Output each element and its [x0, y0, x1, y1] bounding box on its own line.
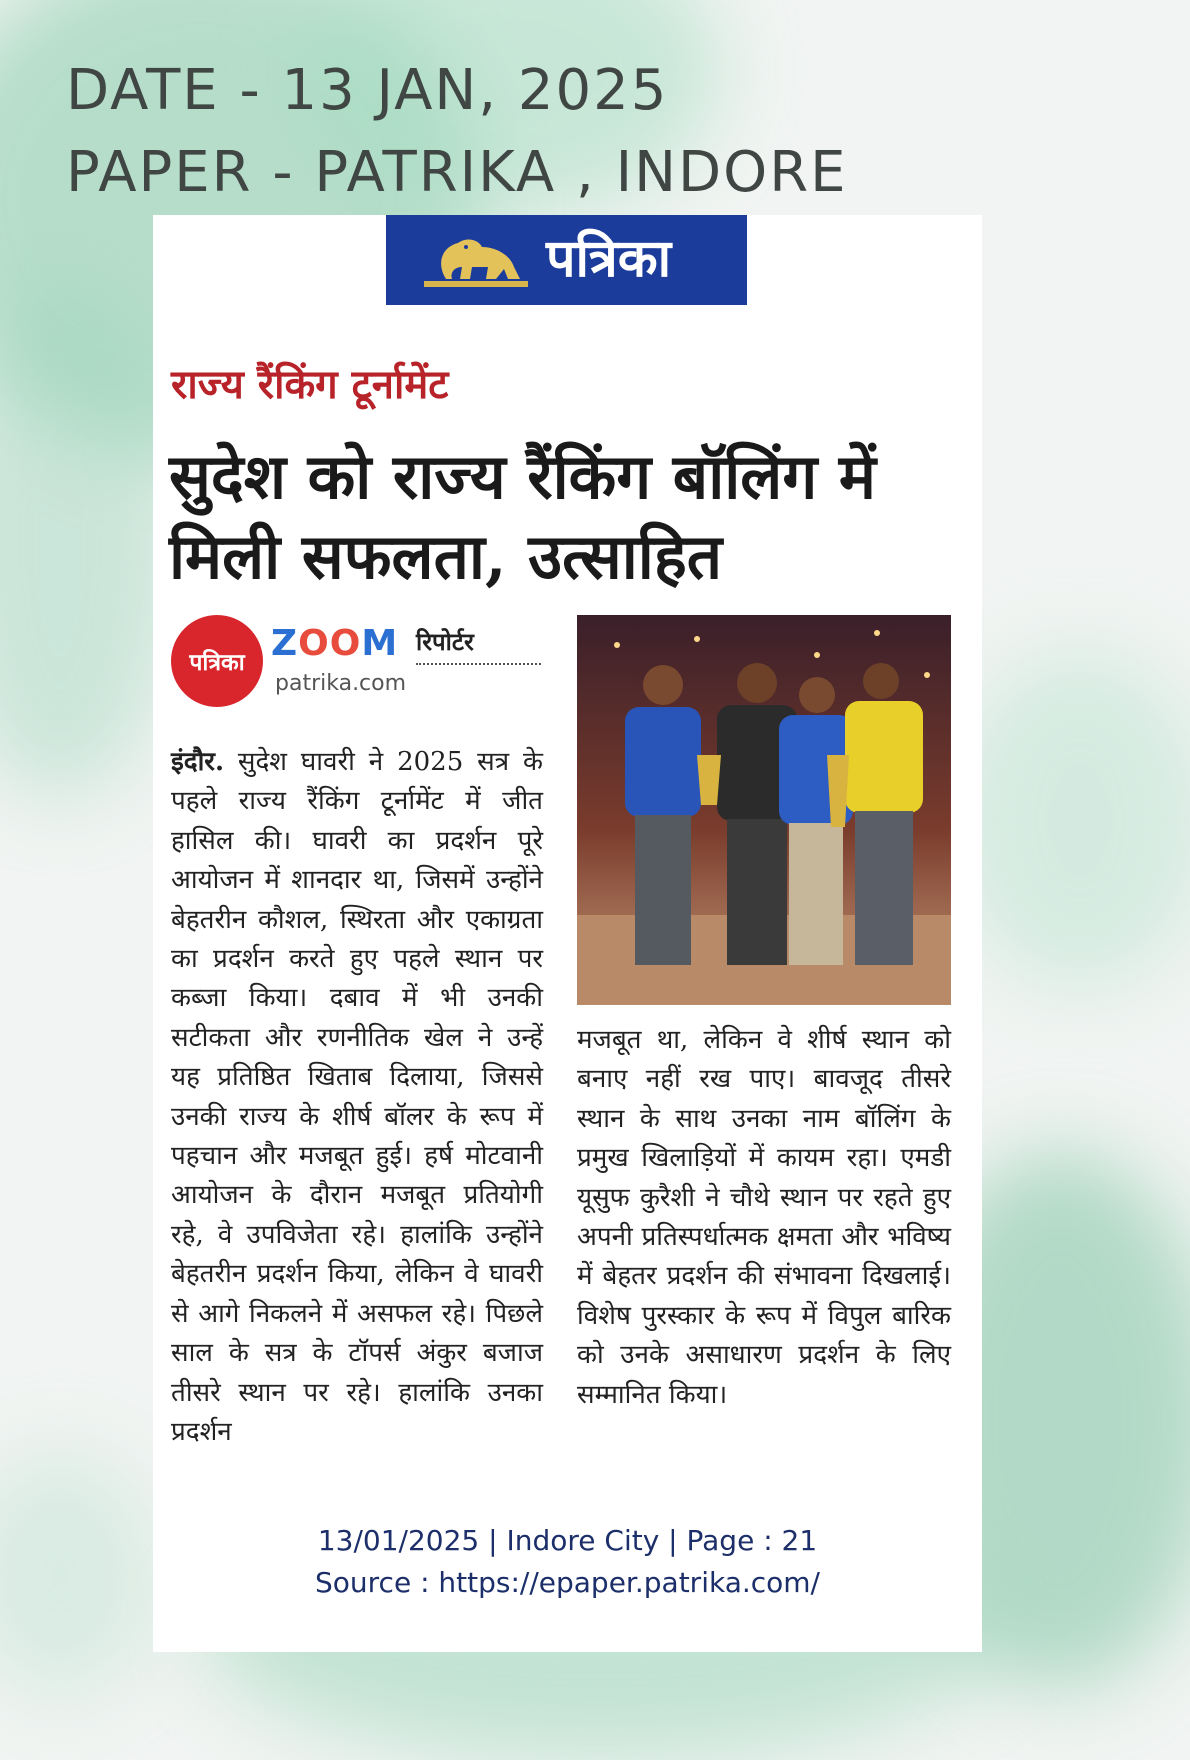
article-column-1: [171, 743, 543, 1452]
patrika-badge: पत्रिका: [171, 615, 263, 707]
kicker: राज्य रैंकिंग टूर्नामेंट: [171, 361, 449, 408]
dateline: इंदौर.: [171, 747, 224, 777]
newspaper-clipping: [153, 215, 982, 1652]
zoom-z: Z: [271, 623, 299, 664]
headline: सुदेश को राज्य रैंकिंग बॉलिंग में मिली सफलता, उत्साहित: [169, 440, 876, 593]
footer-source: Source : https://epaper.patrika.com/: [315, 1566, 820, 1599]
patrika-masthead: [386, 215, 747, 305]
byline: [171, 615, 531, 705]
site-label: patrika.com: [275, 671, 407, 696]
team-photo: [577, 615, 951, 1005]
article-column-2: मजबूत था, लेकिन वे शीर्ष स्थान को बनाए नहीं रख पाए। बावजूद तीसरे स्थान के साथ उनका नाम बॉलिंग के प्रमुख खिलाड़ियों में कायम रहा। एमडी यूसुफ कुरैशी ने चौथे स्थान पर रहते हुए अपनी प्रतिस्पर्धात्मक क्षमता और भविष्य में बेहतर प्रदर्शन की संभावना दिखलाई। विशेष पुरस्कार के रूप में विपुल बारिक को उनके असाधारण प्रदर्शन के लिए सम्मानित किया।: [577, 1025, 951, 1410]
dotted-divider: [416, 663, 541, 665]
zoom-logo: [271, 623, 398, 664]
zoom-m: M: [361, 623, 399, 664]
paper-label: PAPER - PATRIKA , INDORE: [66, 140, 848, 205]
zoom-oo: OO: [298, 623, 362, 664]
footer-date-page: 13/01/2025 | Indore City | Page : 21: [317, 1524, 818, 1557]
masthead-title: पत्रिका: [546, 228, 672, 289]
column-1-text: सुदेश घावरी ने 2025 सत्र के पहले राज्य रैंकिंग टूर्नामेंट में जीत हासिल की। घावरी का प्रदर्शन पूरे आयोजन में शानदार था, जिसमें उन्होंने बेहतरीन कौशल, स्थिरता और एकाग्रता का प्रदर्शन करते हुए पहले स्थान पर कब्जा किया। दबाव में भी उनकी सटीकता और रणनीतिक खेल ने उन्हें यह प्रतिष्ठित खिताब दिलाया, जिससे उनकी राज्य के शीर्ष बॉलर के रूप में पहचान और मजबूत हुई। हर्ष मोटवानी आयोजन के दौरान मजबूत प्रतियोगी रहे, वे उपविजेता रहे। हालांकि उन्होंने बेहतरीन प्रदर्शन किया, लेकिन वे घावरी से आगे निकलने में असफल रहे। पिछले साल के सत्र के टॉपर्स अंकुर बजाज तीसरे स्थान पर रहे। हालांकि उनका प्रदर्शन: [171, 747, 543, 1447]
clipping-footer: [153, 1520, 982, 1604]
date-label: DATE - 13 JAN, 2025: [66, 58, 669, 123]
lion-logo-icon: [416, 233, 536, 289]
reporter-label: रिपोर्टर: [416, 627, 474, 656]
